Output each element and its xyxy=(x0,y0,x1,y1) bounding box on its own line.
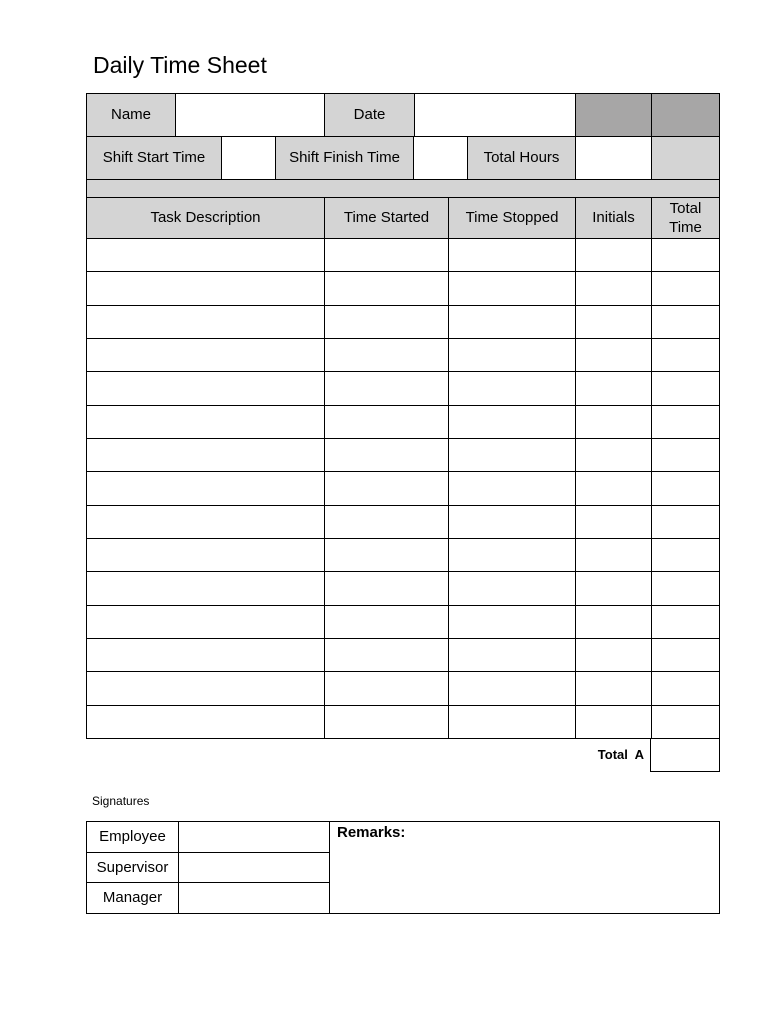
name-field[interactable] xyxy=(176,94,325,137)
shaded-cell xyxy=(576,94,652,137)
table-cell[interactable] xyxy=(87,506,325,539)
table-cell[interactable] xyxy=(449,272,576,305)
table-cell[interactable] xyxy=(652,406,719,439)
table-cell[interactable] xyxy=(325,539,449,572)
table-cell[interactable] xyxy=(576,506,652,539)
table-cell[interactable] xyxy=(87,606,325,639)
table-cell[interactable] xyxy=(87,672,325,705)
table-cell[interactable] xyxy=(325,572,449,605)
table-row xyxy=(87,706,719,739)
table-cell[interactable] xyxy=(87,306,325,339)
table-cell[interactable] xyxy=(449,372,576,405)
table-cell[interactable] xyxy=(449,572,576,605)
table-cell[interactable] xyxy=(325,239,449,272)
table-cell[interactable] xyxy=(325,439,449,472)
table-cell[interactable] xyxy=(325,306,449,339)
table-row xyxy=(87,372,719,405)
table-row xyxy=(87,339,719,372)
table-cell[interactable] xyxy=(325,339,449,372)
table-cell[interactable] xyxy=(576,539,652,572)
table-cell[interactable] xyxy=(652,706,719,739)
shaded-cell xyxy=(652,94,719,137)
employee-signature-field[interactable] xyxy=(179,822,330,853)
table-cell[interactable] xyxy=(449,639,576,672)
table-cell[interactable] xyxy=(576,372,652,405)
table-cell[interactable] xyxy=(576,339,652,372)
table-cell[interactable] xyxy=(576,572,652,605)
table-cell[interactable] xyxy=(652,372,719,405)
page-title: Daily Time Sheet xyxy=(93,52,267,78)
table-cell[interactable] xyxy=(87,239,325,272)
signatures-title: Signatures xyxy=(92,794,150,808)
remarks-area[interactable] xyxy=(330,822,719,913)
table-cell[interactable] xyxy=(87,372,325,405)
table-row xyxy=(87,472,719,505)
table-cell[interactable] xyxy=(576,439,652,472)
table-cell[interactable] xyxy=(449,672,576,705)
table-cell[interactable] xyxy=(652,272,719,305)
total-hours-label: Total Hours xyxy=(468,137,576,180)
column-header: Time Stopped xyxy=(449,198,576,238)
spacer-row xyxy=(87,180,719,198)
shift-start-label: Shift Start Time xyxy=(87,137,222,180)
table-cell[interactable] xyxy=(449,339,576,372)
table-cell[interactable] xyxy=(449,539,576,572)
name-label: Name xyxy=(87,94,176,137)
column-header: Task Description xyxy=(87,198,325,238)
table-cell[interactable] xyxy=(652,572,719,605)
table-cell[interactable] xyxy=(325,639,449,672)
table-row xyxy=(87,606,719,639)
table-cell[interactable] xyxy=(576,472,652,505)
table-row xyxy=(87,272,719,305)
table-cell[interactable] xyxy=(87,639,325,672)
table-cell[interactable] xyxy=(449,439,576,472)
supervisor-label: Supervisor xyxy=(87,853,179,883)
table-cell[interactable] xyxy=(87,439,325,472)
table-cell[interactable] xyxy=(325,706,449,739)
manager-label: Manager xyxy=(87,883,179,913)
table-cell[interactable] xyxy=(652,606,719,639)
table-cell[interactable] xyxy=(87,472,325,505)
table-cell[interactable] xyxy=(652,439,719,472)
table-cell[interactable] xyxy=(652,672,719,705)
task-table xyxy=(86,239,720,739)
table-row xyxy=(87,239,719,272)
table-cell[interactable] xyxy=(325,672,449,705)
column-header: Total Time xyxy=(652,198,719,238)
manager-signature-field[interactable] xyxy=(179,883,330,913)
table-cell[interactable] xyxy=(449,706,576,739)
supervisor-signature-field[interactable] xyxy=(179,853,330,883)
table-row xyxy=(87,406,719,439)
table-cell[interactable] xyxy=(449,606,576,639)
table-cell[interactable] xyxy=(449,472,576,505)
signature-block xyxy=(86,821,720,914)
table-cell[interactable] xyxy=(576,306,652,339)
table-cell[interactable] xyxy=(576,239,652,272)
column-header: Time Started xyxy=(325,198,449,238)
table-cell[interactable] xyxy=(449,506,576,539)
table-cell[interactable] xyxy=(576,706,652,739)
table-cell[interactable] xyxy=(652,339,719,372)
total-hours-field[interactable] xyxy=(576,137,652,180)
table-cell[interactable] xyxy=(652,472,719,505)
date-field[interactable] xyxy=(415,94,576,137)
table-cell[interactable] xyxy=(576,272,652,305)
table-cell[interactable] xyxy=(87,572,325,605)
table-cell[interactable] xyxy=(325,372,449,405)
table-cell[interactable] xyxy=(325,506,449,539)
table-cell[interactable] xyxy=(652,239,719,272)
shift-start-field[interactable] xyxy=(222,137,276,180)
table-cell[interactable] xyxy=(449,406,576,439)
table-cell[interactable] xyxy=(325,472,449,505)
total-a-label: Total A xyxy=(597,747,644,762)
table-row xyxy=(87,539,719,572)
table-cell[interactable] xyxy=(449,239,576,272)
table-cell[interactable] xyxy=(576,606,652,639)
table-row xyxy=(87,306,719,339)
table-cell[interactable] xyxy=(576,639,652,672)
table-row xyxy=(87,506,719,539)
table-cell[interactable] xyxy=(449,306,576,339)
info-grid xyxy=(86,93,720,239)
table-row xyxy=(87,672,719,705)
table-cell[interactable] xyxy=(652,306,719,339)
table-cell[interactable] xyxy=(325,272,449,305)
table-row xyxy=(87,639,719,672)
table-cell[interactable] xyxy=(576,672,652,705)
shaded-cell xyxy=(652,137,719,180)
table-cell[interactable] xyxy=(652,639,719,672)
table-cell[interactable] xyxy=(87,706,325,739)
employee-label: Employee xyxy=(87,822,179,853)
table-cell[interactable] xyxy=(87,272,325,305)
table-cell[interactable] xyxy=(325,406,449,439)
shift-finish-label: Shift Finish Time xyxy=(276,137,414,180)
remarks-label: Remarks: xyxy=(337,824,406,841)
table-cell[interactable] xyxy=(652,506,719,539)
date-label: Date xyxy=(325,94,415,137)
table-cell[interactable] xyxy=(87,539,325,572)
table-cell[interactable] xyxy=(576,406,652,439)
table-cell[interactable] xyxy=(325,606,449,639)
total-a-field[interactable] xyxy=(650,738,720,772)
shift-finish-field[interactable] xyxy=(414,137,468,180)
table-cell[interactable] xyxy=(652,539,719,572)
table-row xyxy=(87,439,719,472)
table-row xyxy=(87,572,719,605)
table-cell[interactable] xyxy=(87,339,325,372)
table-cell[interactable] xyxy=(87,406,325,439)
column-header: Initials xyxy=(576,198,652,238)
